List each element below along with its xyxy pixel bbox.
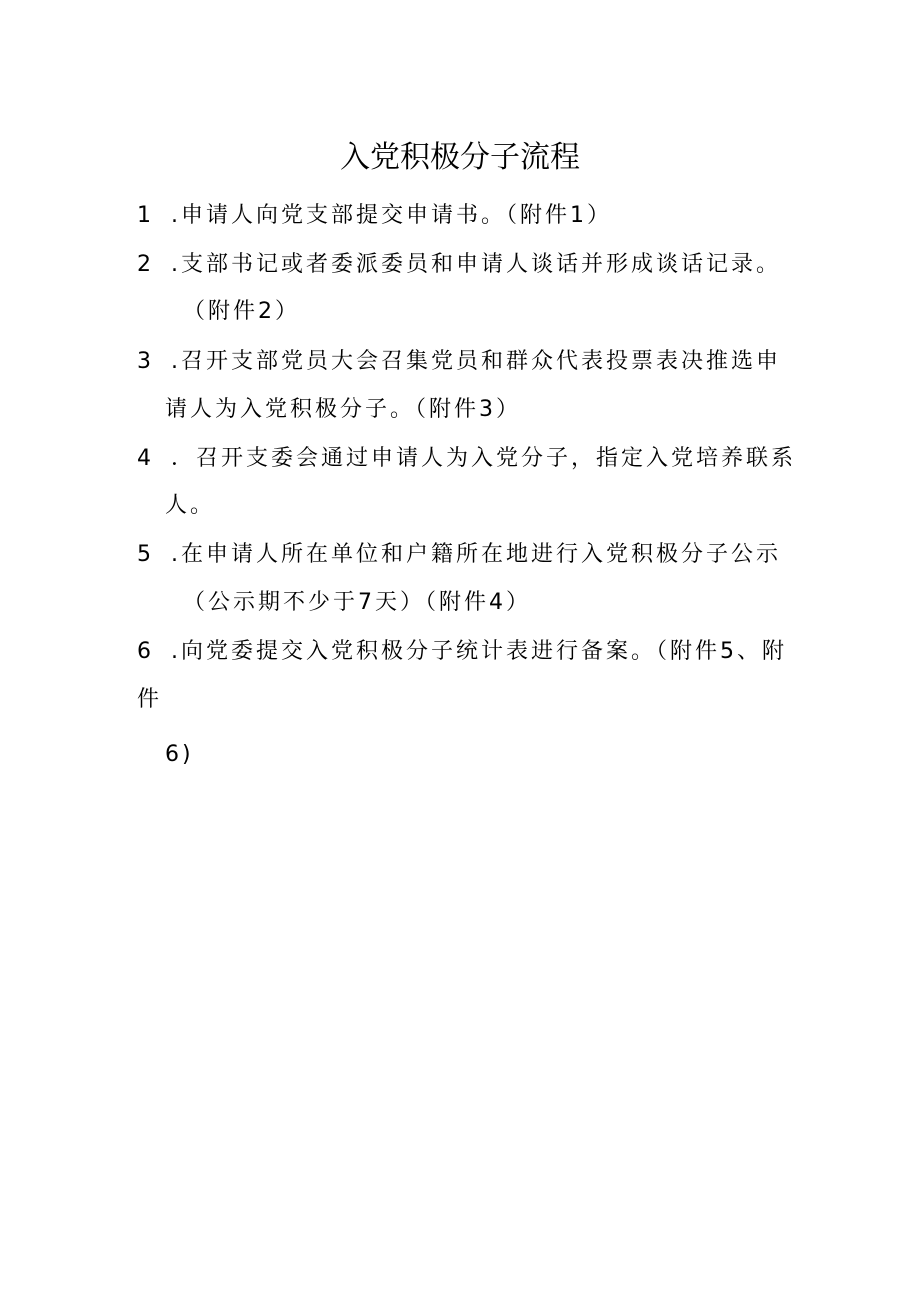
list-item-1-number: 1: [137, 203, 154, 228]
list-item-6-line-3: 6): [165, 742, 194, 767]
list-item-2-number: 2: [137, 252, 154, 277]
list-item-1-line-1: [137, 201, 612, 231]
document-title: 入党积极分子流程: [340, 140, 580, 175]
list-item-6-number: 6: [137, 639, 154, 664]
list-item-6-line-2: 件: [137, 687, 163, 712]
list-item-1-text: .申请人向党支部提交申请书。（附件1）: [171, 203, 612, 228]
list-item-2-text: .支部书记或者委派委员和申请人谈话并形成谈话记录。: [171, 252, 781, 277]
list-item-6-text: .向党委提交入党积极分子统计表进行备案。（附件5、附: [171, 639, 787, 664]
list-item-5-number: 5: [137, 542, 154, 567]
list-item-2-line-1: [137, 250, 781, 280]
list-item-5-text: .在申请人所在单位和户籍所在地进行入党积极分子公示: [171, 542, 781, 567]
list-item-5-line-1: [137, 540, 781, 570]
list-item-4-number: 4: [137, 446, 154, 471]
list-item-2-line-2: （附件2）: [183, 299, 300, 324]
list-item-6-line-1: [137, 637, 787, 667]
list-item-3-text: .召开支部党员大会召集党员和群众代表投票表决推选申: [171, 349, 781, 374]
list-item-4-line-2: 人。: [165, 493, 216, 518]
list-item-3-line-2: 请人为入党积极分子。（附件3）: [165, 397, 521, 422]
list-item-3-line-1: [137, 347, 781, 377]
list-item-4-text: ．召开支委会通过申请人为入党分子，指定入党培养联系: [171, 446, 797, 471]
list-item-4-line-1: [137, 444, 796, 474]
list-item-3-number: 3: [137, 349, 154, 374]
list-item-5-line-2: （公示期不少于7天）（附件4）: [183, 590, 531, 615]
